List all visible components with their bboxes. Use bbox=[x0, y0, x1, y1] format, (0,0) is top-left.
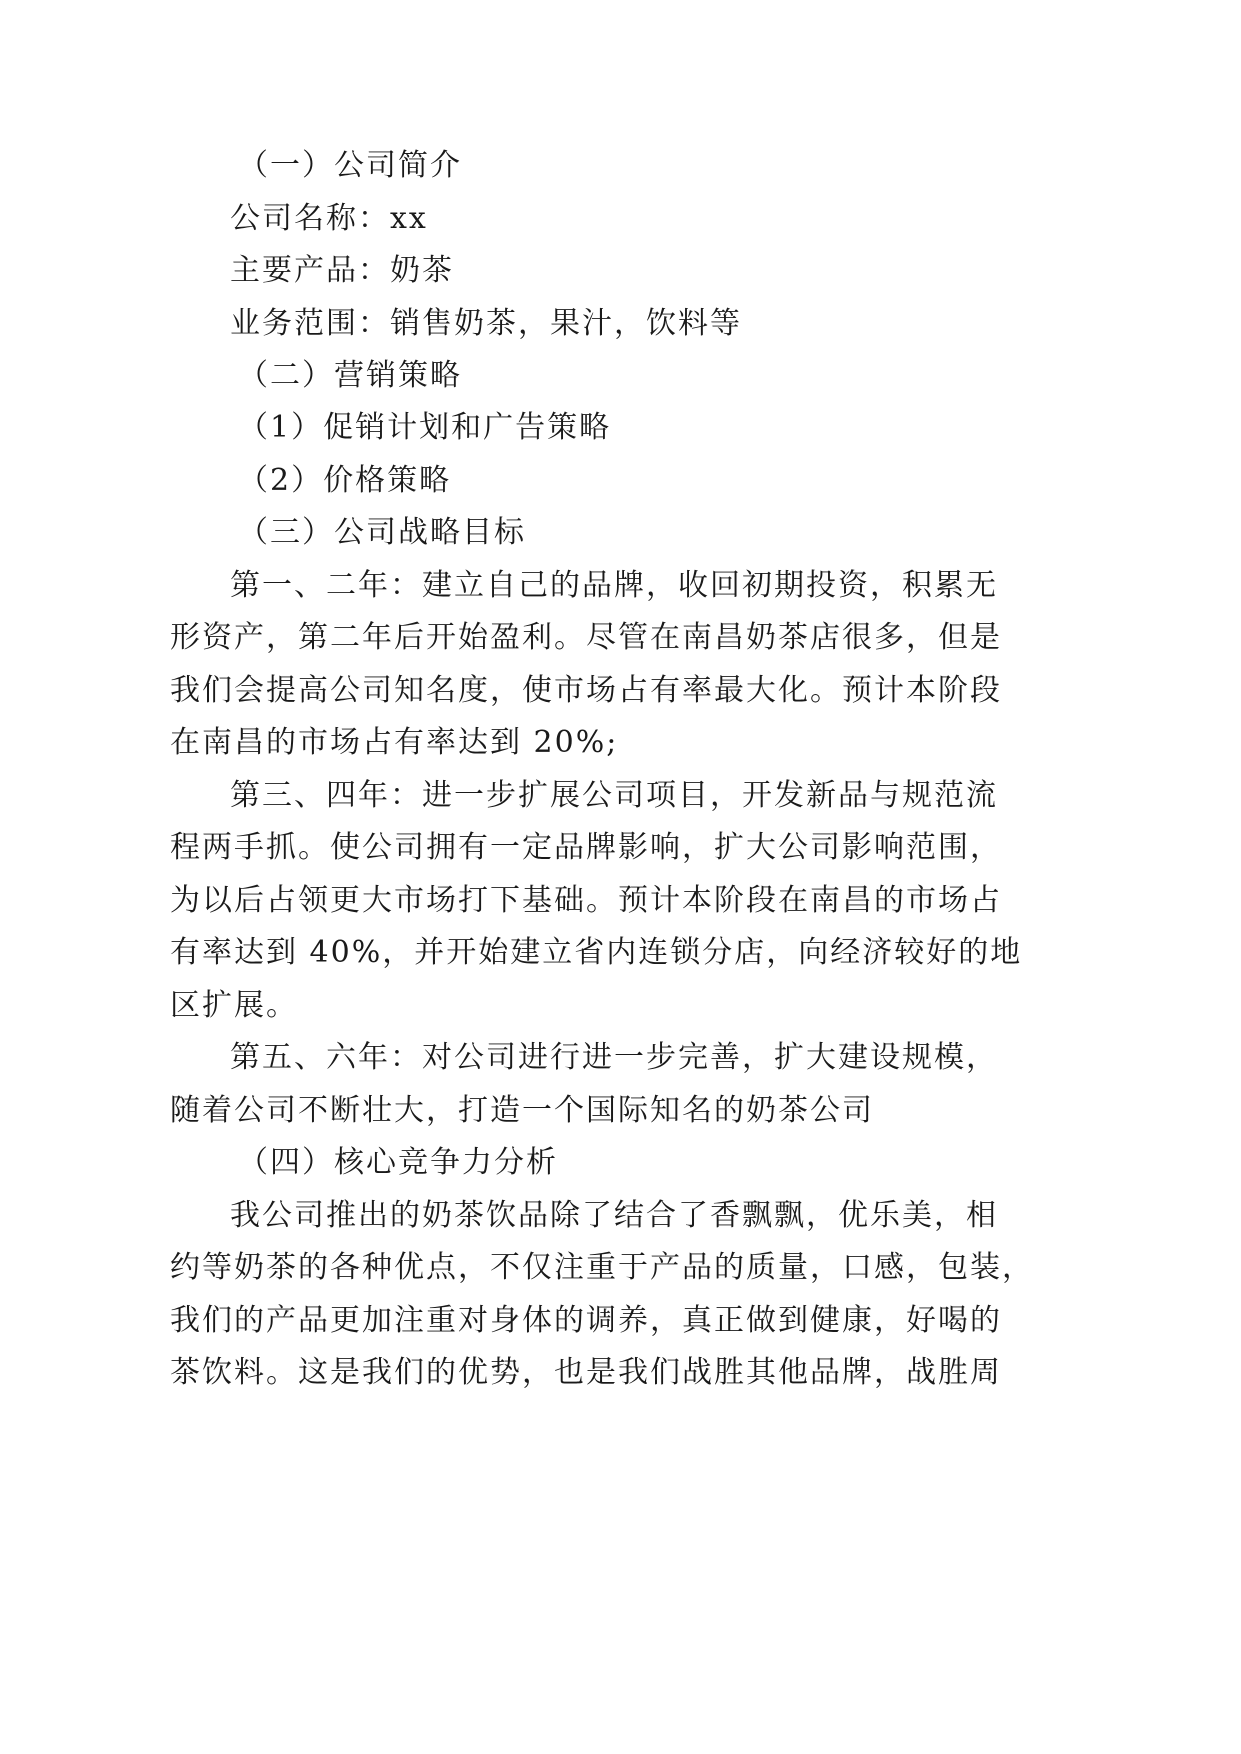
business-scope-line: 业务范围：销售奶茶，果汁，饮料等 bbox=[230, 306, 742, 341]
paragraph-years-1-2-line-4: 在南昌的市场占有率达到 20%; bbox=[170, 725, 619, 760]
subheading-pricing: （2）价格策略 bbox=[238, 463, 452, 498]
section-heading-marketing: （二）营销策略 bbox=[238, 358, 462, 393]
paragraph-years-1-2-line-3: 我们会提高公司知名度，使市场占有率最大化。预计本阶段 bbox=[170, 673, 1002, 708]
subheading-promotion: （1）促销计划和广告策略 bbox=[238, 410, 612, 445]
paragraph-years-5-6-line-1: 第五、六年：对公司进行进一步完善，扩大建设规模， bbox=[230, 1040, 998, 1075]
main-product-line: 主要产品：奶茶 bbox=[230, 253, 454, 288]
paragraph-competency-line-2: 约等奶茶的各种优点，不仅注重于产品的质量，口感，包装， bbox=[170, 1250, 1034, 1285]
paragraph-years-1-2-line-2: 形资产，第二年后开始盈利。尽管在南昌奶茶店很多，但是 bbox=[170, 620, 1002, 655]
paragraph-years-3-4-line-2: 程两手抓。使公司拥有一定品牌影响，扩大公司影响范围， bbox=[170, 830, 1002, 865]
paragraph-competency-line-3: 我们的产品更加注重对身体的调养，真正做到健康，好喝的 bbox=[170, 1303, 1002, 1338]
section-heading-core-competency: （四）核心竞争力分析 bbox=[238, 1145, 558, 1180]
section-heading-company-intro: （一）公司简介 bbox=[238, 148, 462, 183]
paragraph-years-3-4-line-5: 区扩展。 bbox=[170, 988, 298, 1023]
paragraph-years-3-4-line-1: 第三、四年：进一步扩展公司项目，开发新品与规范流 bbox=[230, 778, 998, 813]
paragraph-competency-line-4: 茶饮料。这是我们的优势，也是我们战胜其他品牌，战胜周 bbox=[170, 1355, 1002, 1390]
section-heading-strategy-goals: （三）公司战略目标 bbox=[238, 515, 526, 550]
paragraph-years-3-4-line-3: 为以后占领更大市场打下基础。预计本阶段在南昌的市场占 bbox=[170, 883, 1002, 918]
paragraph-years-3-4-line-4: 有率达到 40%，并开始建立省内连锁分店，向经济较好的地 bbox=[170, 935, 1023, 970]
paragraph-competency-line-1: 我公司推出的奶茶饮品除了结合了香飘飘，优乐美，相 bbox=[230, 1198, 998, 1233]
company-name-line: 公司名称：xx bbox=[230, 201, 428, 236]
paragraph-years-5-6-line-2: 随着公司不断壮大，打造一个国际知名的奶茶公司 bbox=[170, 1093, 874, 1128]
paragraph-years-1-2-line-1: 第一、二年：建立自己的品牌，收回初期投资，积累无 bbox=[230, 568, 998, 603]
